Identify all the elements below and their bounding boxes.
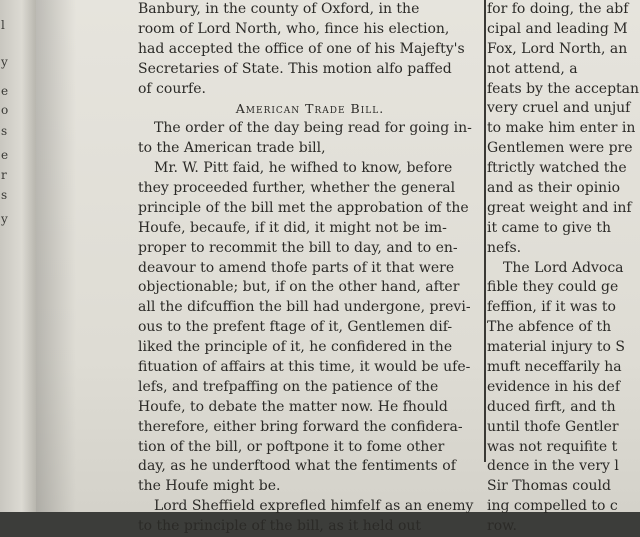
- text-line: Banbury, in the county of Oxford, in the: [138, 1, 420, 17]
- text-line: therefore, either bring forward the confidera-: [138, 418, 463, 435]
- text-line: ous to the prefent ftage of it, Gentlemen dif-: [138, 319, 453, 336]
- text-line: duced firft, and th: [487, 398, 616, 415]
- text-line: Mr. W. Pitt faid, he wifhed to know, before: [154, 160, 453, 177]
- text-line: lefs, and trefpaffing on the patience of the: [138, 378, 439, 395]
- text-line: The Lord Advoca: [503, 259, 624, 276]
- text-line: fible they could ge: [487, 279, 619, 296]
- text-line: dence in the very l: [487, 458, 619, 475]
- edge-letter: y: [1, 212, 8, 226]
- text-line: of courfe.: [138, 80, 206, 97]
- text-line: liked the principle of it, he confidered in the: [138, 339, 453, 356]
- right-text-column: [487, 0, 640, 537]
- text-line: material injury to S: [487, 339, 625, 356]
- column-rule: [484, 0, 486, 462]
- text-line: it came to give th: [487, 219, 611, 236]
- section-heading: American Trade Bill.: [235, 101, 385, 117]
- text-line: all the difcuffion the bill had undergone, previ-: [138, 299, 471, 316]
- text-line: Fox, Lord North, an: [487, 40, 628, 57]
- edge-letter: s: [1, 124, 8, 138]
- text-line: deavour to amend thofe parts of it that were: [138, 259, 455, 276]
- text-line: evidence in his def: [487, 378, 621, 395]
- text-line: room of Lord North, who, fince his election,: [138, 20, 450, 37]
- text-line: ftrictly watched the: [487, 160, 627, 177]
- text-line: great weight and inf: [487, 199, 632, 216]
- text-line: not attend, a: [487, 60, 578, 77]
- text-line: to the principle of the bill, as it held out: [138, 518, 422, 535]
- text-line: Gentlemen were pre: [487, 140, 633, 157]
- text-line: The abfence of th: [487, 319, 612, 336]
- left-text-column: [138, 0, 482, 537]
- text-line: the Houfe might be.: [138, 478, 281, 495]
- text-line: Secretaries of State. This motion alfo paffed: [138, 60, 452, 77]
- text-line: The order of the day being read for going in-: [154, 120, 472, 137]
- text-line: Sir Thomas could: [487, 478, 611, 495]
- edge-letter: e: [1, 84, 9, 98]
- adjacent-page-edge: [0, 0, 36, 512]
- text-line: muft neceffarily ha: [487, 359, 622, 376]
- text-line: very cruel and unjuf: [487, 100, 631, 117]
- text-line: nefs.: [487, 239, 522, 256]
- text-line: proper to recommit the bill to day, and to en-: [138, 239, 458, 256]
- text-line: cipal and leading M: [487, 20, 628, 37]
- text-line: ing compelled to c: [487, 498, 618, 515]
- text-line: tion of the bill, or poftpone it to fome other: [138, 438, 445, 455]
- text-line: row.: [487, 518, 517, 535]
- text-line: to the American trade bill,: [138, 140, 326, 157]
- text-line: until thofe Gentler: [487, 418, 619, 435]
- edge-letter: y: [1, 55, 8, 69]
- text-line: they proceeded further, whether the general: [138, 180, 456, 197]
- edge-letter: e: [1, 148, 9, 162]
- edge-letter: o: [1, 103, 9, 117]
- text-line: was not requifite t: [487, 438, 618, 455]
- text-line: fituation of affairs at this time, it would be ufe-: [138, 359, 471, 376]
- text-line: to make him enter in: [487, 120, 636, 137]
- text-line: had accepted the office of one of his Majefty's: [138, 40, 465, 57]
- text-line: day, as he underftood what the fentiments of: [138, 458, 456, 475]
- text-line: feats by the acceptan: [487, 80, 640, 97]
- edge-letter: l: [1, 18, 5, 32]
- text-line: for fo doing, the abf: [487, 1, 629, 17]
- text-line: Lord Sheffield exprefled himfelf as an enemy: [154, 498, 474, 515]
- text-line: and as their opinio: [487, 180, 621, 197]
- text-line: Houfe, becaufe, if it did, it might not be im-: [138, 219, 447, 236]
- text-line: feffion, if it was to: [487, 299, 616, 316]
- text-line: principle of the bill met the approbation of the: [138, 199, 469, 216]
- text-line: Houfe, to debate the matter now. He fhould: [138, 398, 448, 415]
- edge-letter: s: [1, 188, 8, 202]
- text-line: objectionable; but, if on the other hand, after: [138, 279, 460, 296]
- edge-letter: r: [1, 168, 7, 182]
